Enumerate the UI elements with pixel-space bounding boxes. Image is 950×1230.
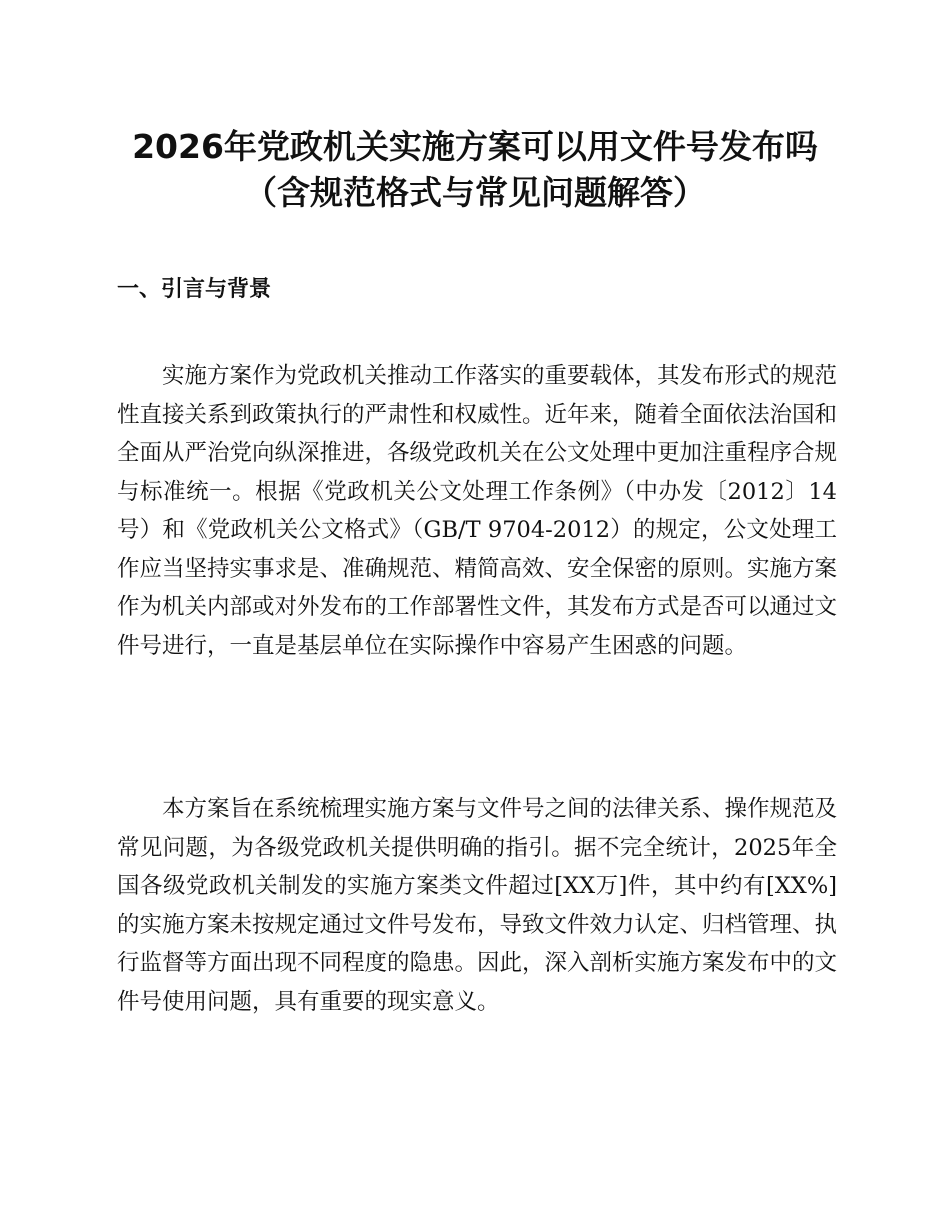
body-paragraph-1: 实施方案作为党政机关推动工作落实的重要载体，其发布形式的规范性直接关系到政策执行的严肃性和权威性。近年来，随着全面依法治国和全面从严治党向纵深推进，各级党政机关在公文处理中更加注重程序合规与标准统一。根据《党政机关公文处理工作条例》（中办发〔2012〕14号）和《党政机关公文格式》（GB/T 9704-2012）的规定，公文处理工作应当坚持实事求是、准确规范、精简高效、安全保密的原则。实施方案作为机关内部或对外发布的工作部署性文件，其发布方式是否可以通过文件号进行，一直是基层单位在实际操作中容易产生困惑的问题。 — [117, 363, 838, 659]
section-heading-introduction: 一、引言与背景 — [117, 277, 272, 302]
document-title-line-2: （含规范格式与常见问题解答） — [244, 173, 706, 212]
document-title-line-1: 2026年党政机关实施方案可以用文件号发布吗 — [132, 127, 818, 166]
body-paragraph-2: 本方案旨在系统梳理实施方案与文件号之间的法律关系、操作规范及常见问题，为各级党政机关提供明确的指引。据不完全统计，2025年全国各级党政机关制发的实施方案类文件超过[XX万]件，其中约有[XX%]的实施方案未按规定通过文件号发布，导致文件效力认定、归档管理、执行监督等方面出现不同程度的隐患。因此，深入剖析实施方案发布中的文件号使用问题，具有重要的现实意义。 — [117, 796, 838, 1015]
